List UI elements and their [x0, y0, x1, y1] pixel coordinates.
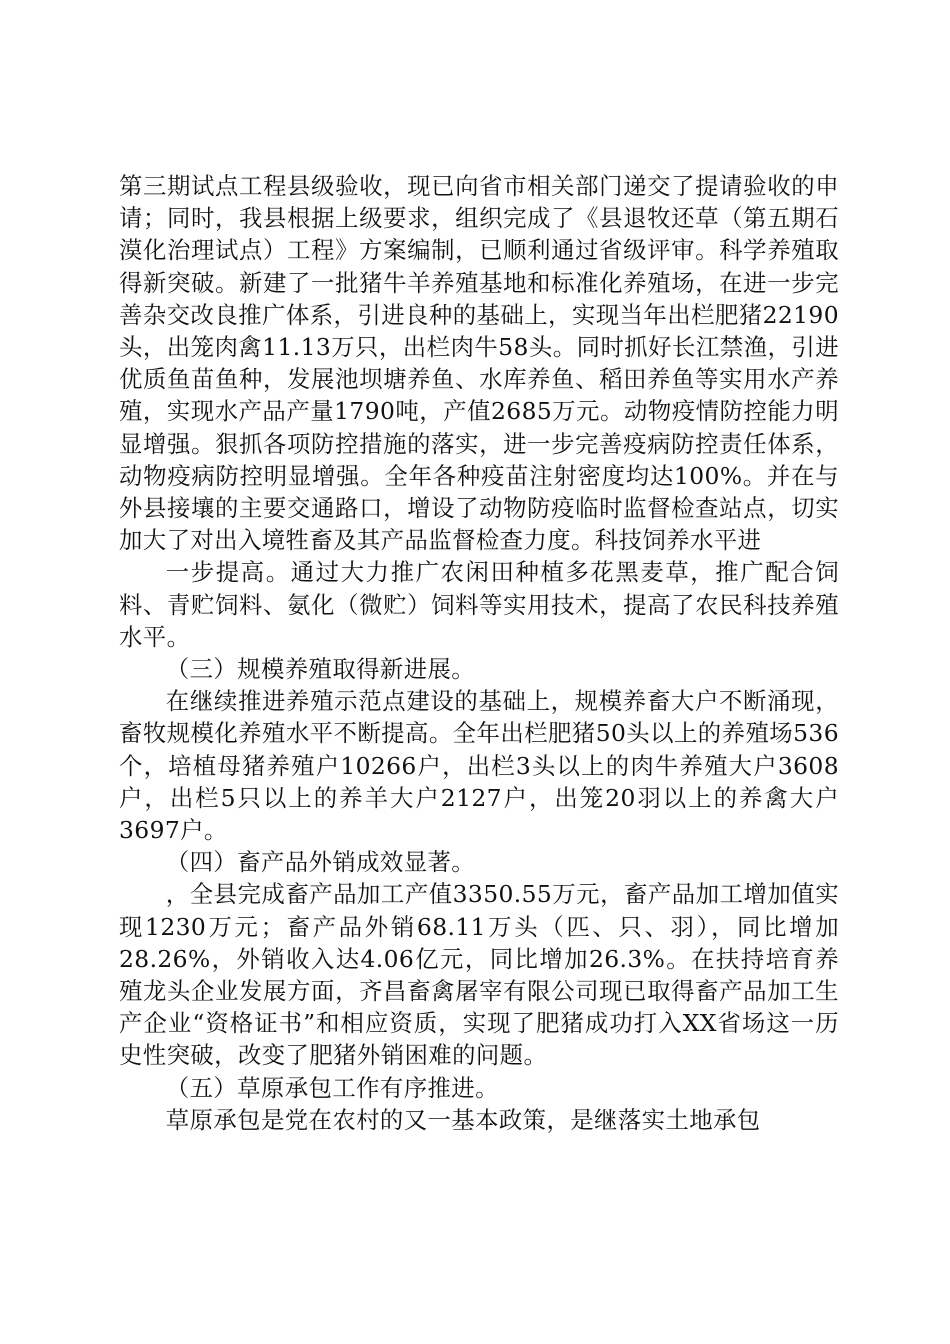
document-body — [119, 170, 839, 1136]
paragraph-pilot-acceptance: 第三期试点工程县级验收，现已向省市相关部门递交了提请验收的申请；同时，我县根据上级要求，组织完成了《县退牧还草（第五期石漠化治理试点）工程》方案编制，已顺利通过省级评审。科学养殖取得新突破。新建了一批猪牛羊养殖基地和标准化养殖场，在进一步完善杂交改良推广体系，引进良种的基础上，实现当年出栏肥猪22190头，出笼肉禽11.13万只，出栏肉牛58头。同时抓好长江禁渔，引进优质鱼苗鱼种，发展池坝塘养鱼、水库养鱼、稻田养鱼等实用水产养殖，实现水产品产量1790吨，产值2685万元。动物疫情防控能力明显增强。狠抓各项防控措施的落实，进一步完善疫病防控责任体系，动物疫病防控明显增强。全年各种疫苗注射密度均达100%。并在与外县接壤的主要交通路口，增设了动物防疫临时监督检查站点，切实加大了对出入境牲畜及其产品监督检查力度。科技饲养水平进 — [119, 172, 839, 555]
paragraph-scale-breeding: 在继续推进养殖示范点建设的基础上，规模养畜大户不断涌现，畜牧规模化养殖水平不断提高。全年出栏肥猪50头以上的养殖场536个，培植母猪养殖户10266户，出栏3头以上的肉牛养殖大户3608户，出栏5只以上的养羊大户2127户，出笼20羽以上的养禽大户3697户。 — [119, 687, 839, 845]
section-heading-grassland-contract: （五）草原承包工作有序推进。 — [165, 1073, 499, 1102]
section-heading-export-sales: （四）畜产品外销成效显著。 — [165, 848, 476, 877]
paragraph-feed-technology: 一步提高。通过大力推广农闲田种植多花黑麦草，推广配合饲料、青贮饲料、氨化（微贮）饲料等实用技术，提高了农民科技养殖水平。 — [119, 558, 839, 651]
section-heading-scale-breeding: （三）规模养殖取得新进展。 — [165, 655, 476, 684]
paragraph-export-sales: ，全县完成畜产品加工产值3350.55万元，畜产品加工增加值实现1230万元；畜产品外销68.11万头（匹、只、羽），同比增加28.26%，外销收入达4.06亿元，同比增加26.3%。在扶持培育养殖龙头企业发展方面，齐昌畜禽屠宰有限公司现已取得畜产品加工生产企业“资格证书”和相应资质，实现了肥猪成功打入XX省场这一历史性突破，改变了肥猪外销困难的问题。 — [119, 880, 839, 1070]
paragraph-grassland-contract: 草原承包是党在农村的又一基本政策，是继落实土地承包 — [165, 1105, 761, 1134]
